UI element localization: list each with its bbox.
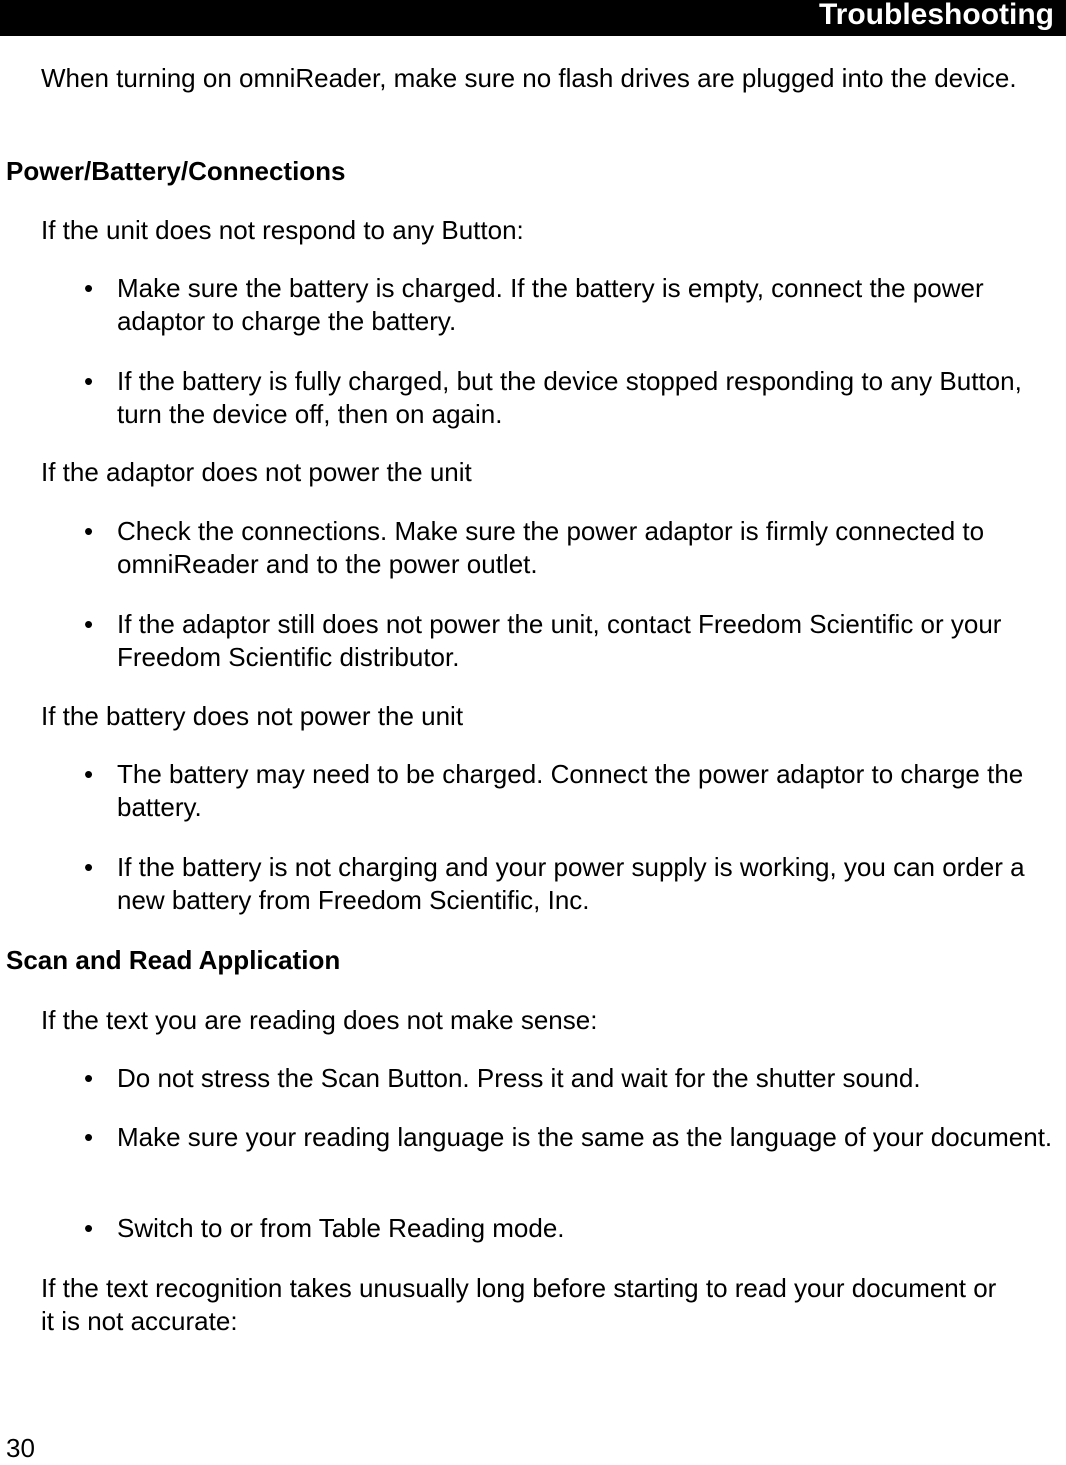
lead-adaptor: If the adaptor does not power the unit (41, 457, 472, 487)
lead-battery: If the battery does not power the unit (41, 701, 464, 731)
list-item-text: If the battery is not charging and your power supply is working, you can order a new battery from Freedom Scientific, Inc. (117, 852, 1025, 915)
bullet-icon: • (84, 609, 94, 639)
list-item-text: Do not stress the Scan Button. Press it and wait for the shutter sound. (117, 1063, 921, 1093)
intro-paragraph: When turning on omniReader, make sure no flash drives are plugged into the device. (41, 63, 1017, 93)
bullet-icon: • (84, 1122, 94, 1152)
bullet-icon: • (84, 273, 94, 303)
bullet-icon: • (84, 759, 94, 789)
list-item-text: Make sure the battery is charged. If the battery is empty, connect the power adaptor to charge the battery. (117, 273, 984, 336)
page-number: 30 (6, 1433, 35, 1463)
list-item-text: The battery may need to be charged. Connect the power adaptor to charge the battery. (117, 759, 1024, 822)
list-item-text: Make sure your reading language is the same as the language of your document. (117, 1122, 1053, 1152)
bullet-icon: • (84, 516, 94, 546)
list-item-text: If the battery is fully charged, but the device stopped responding to any Button, turn the device off, then on again. (117, 366, 1022, 429)
bullet-icon: • (84, 1063, 94, 1093)
list-item-text: If the adaptor still does not power the unit, contact Freedom Scientific or your Freedom Scientific distributor. (117, 609, 1002, 672)
section-heading-power: Power/Battery/Connections (6, 156, 346, 186)
bullet-icon: • (84, 852, 94, 882)
bullet-icon: • (84, 1213, 94, 1243)
bullet-icon: • (84, 366, 94, 396)
header-bar (0, 0, 1066, 36)
list-item-text: Switch to or from Table Reading mode. (117, 1213, 565, 1243)
lead-text-sense: If the text you are reading does not make sense: (41, 1005, 598, 1035)
section-heading-scan: Scan and Read Application (6, 945, 341, 975)
page-title: Troubleshooting (819, 0, 1054, 31)
lead-recognition: If the text recognition takes unusually long before starting to read your document or it is not accurate: (41, 1273, 997, 1336)
lead-no-response: If the unit does not respond to any Button: (41, 215, 524, 245)
list-item-text: Check the connections. Make sure the power adaptor is firmly connected to omniReader and to the power outlet. (117, 516, 985, 579)
